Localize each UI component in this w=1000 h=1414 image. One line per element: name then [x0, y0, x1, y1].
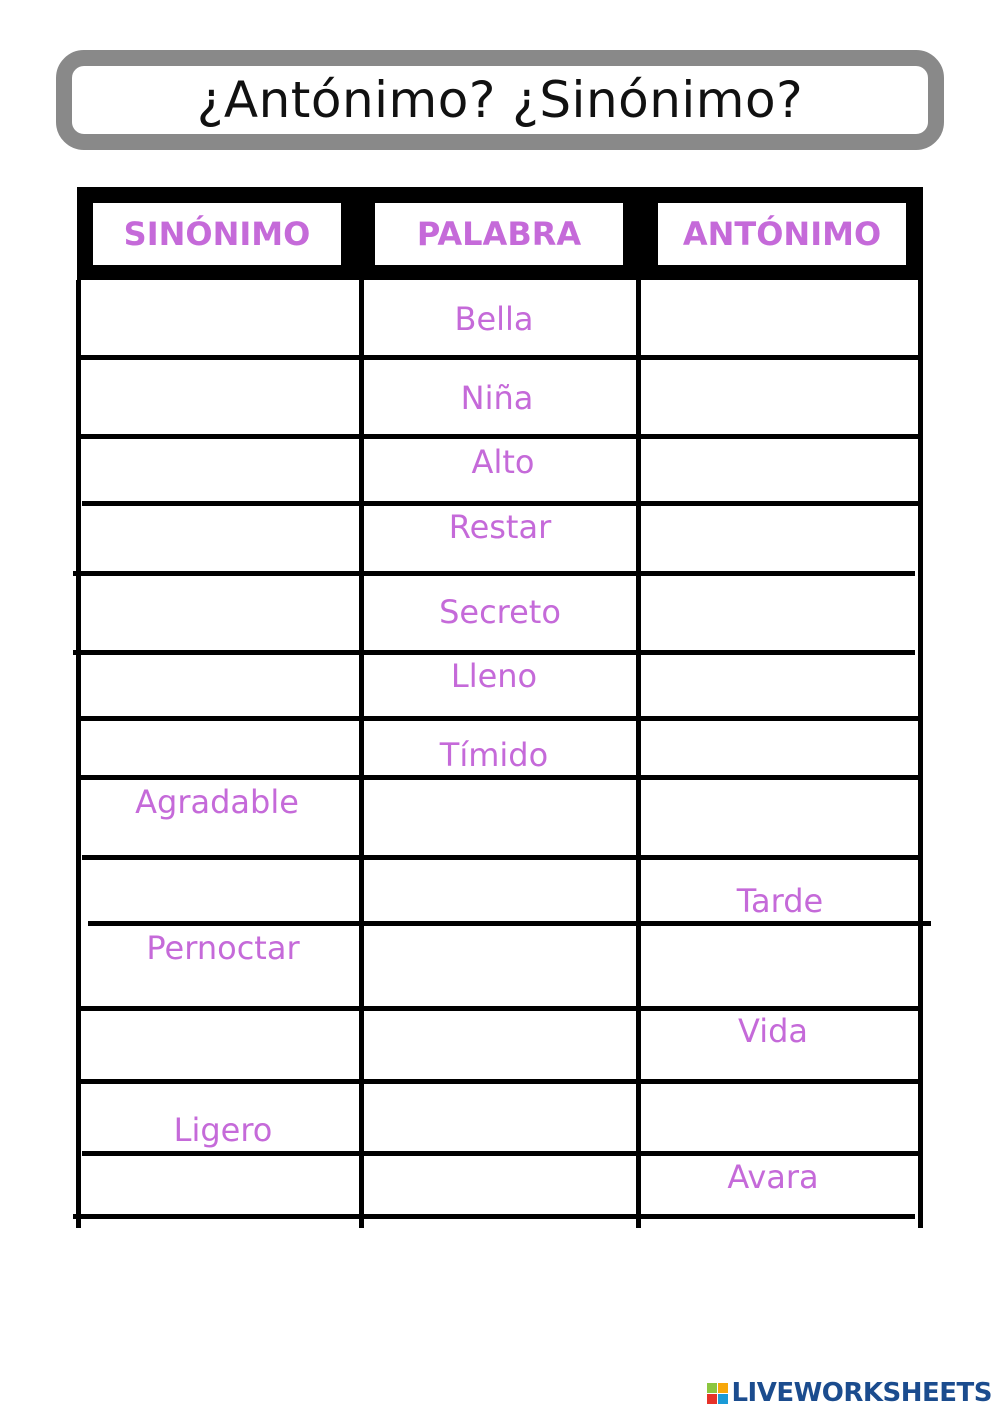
liveworksheets-logo-icon [707, 1383, 728, 1404]
grid-line-horizontal [79, 775, 919, 780]
word-tarde: Tarde [736, 882, 824, 920]
word-lleno: Lleno [450, 657, 538, 695]
header-sinonimo: SINÓNIMO [93, 203, 341, 265]
grid-line-horizontal [73, 1214, 915, 1219]
grid-line-vertical [359, 187, 364, 1228]
grid-line-horizontal [82, 1151, 922, 1156]
grid-line-horizontal [79, 434, 919, 439]
word-pernoctar: Pernoctar [146, 929, 300, 967]
grid-line-horizontal [79, 355, 919, 360]
word-ligero: Ligero [173, 1111, 273, 1149]
page-title: ¿Antónimo? ¿Sinónimo? [196, 71, 804, 129]
liveworksheets-watermark [707, 1378, 992, 1408]
grid-line-horizontal [79, 1006, 919, 1011]
grid-line-vertical [918, 280, 923, 1228]
grid-line-vertical [76, 280, 81, 1228]
word-nina: Niña [460, 379, 534, 417]
watermark-text: LIVEWORKSHEETS [731, 1378, 992, 1408]
word-secreto: Secreto [439, 593, 561, 631]
word-agradable: Agradable [135, 783, 299, 821]
header-palabra: PALABRA [375, 203, 623, 265]
word-timido: Tímido [439, 736, 549, 774]
header-antonimo: ANTÓNIMO [658, 203, 906, 265]
word-restar: Restar [448, 508, 552, 546]
grid-line-horizontal [82, 501, 919, 506]
word-avara: Avara [727, 1158, 819, 1196]
grid-line-vertical [636, 187, 641, 1228]
word-vida: Vida [738, 1012, 808, 1050]
word-bella: Bella [454, 300, 534, 338]
grid-line-horizontal [79, 1079, 919, 1084]
word-alto: Alto [471, 443, 535, 481]
grid-line-horizontal [88, 921, 931, 926]
grid-line-horizontal [82, 855, 922, 860]
title-box [56, 50, 944, 150]
grid-line-horizontal [73, 571, 915, 576]
grid-line-horizontal [79, 716, 919, 721]
grid-line-horizontal [73, 650, 915, 655]
